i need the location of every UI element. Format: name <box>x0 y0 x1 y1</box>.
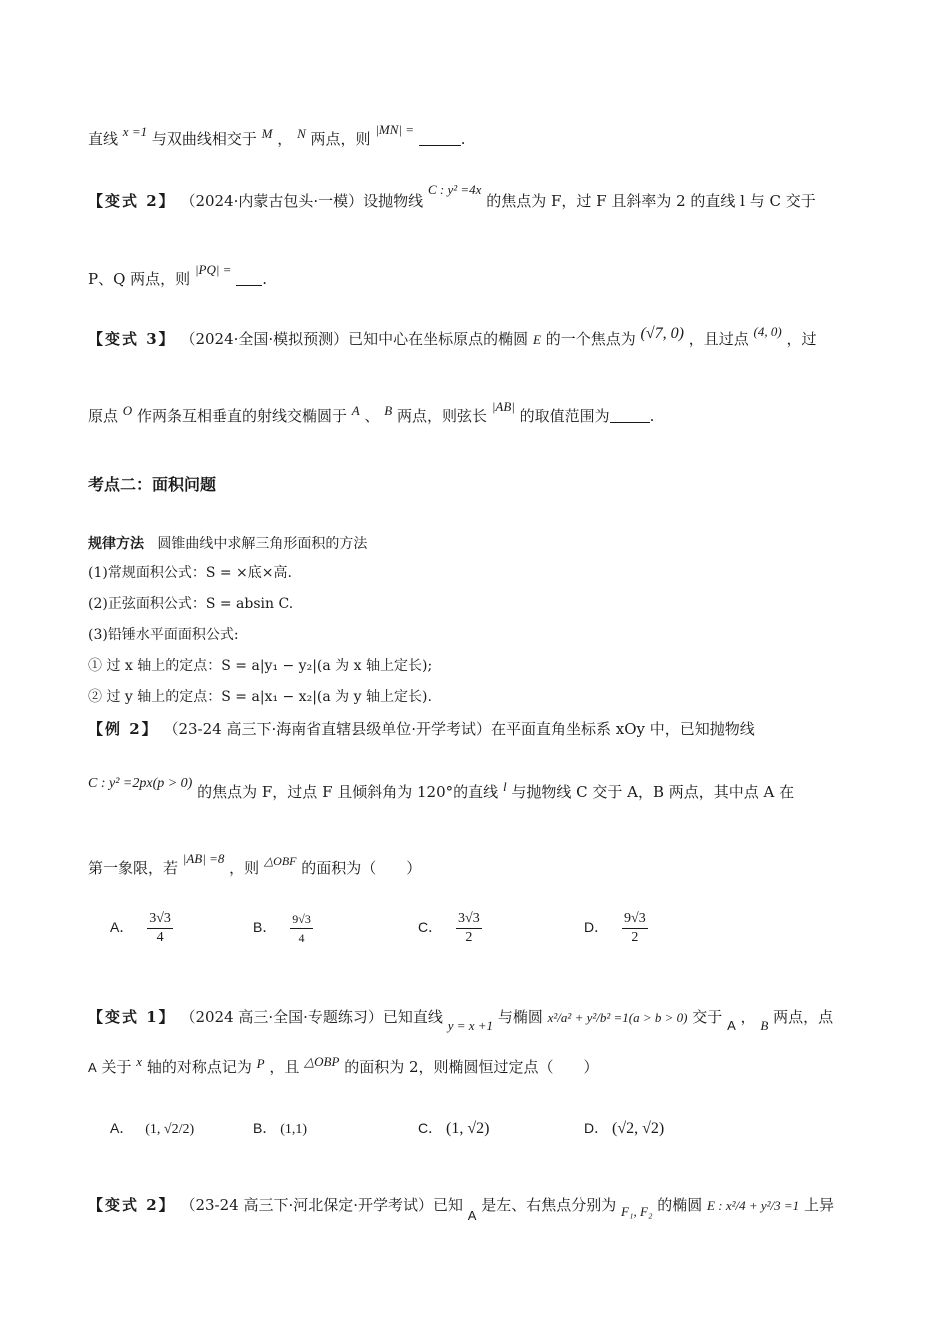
paragraph-line: 直线 x =1 与双曲线相交于 M ， N 两点，则 |MN| = . <box>88 122 466 148</box>
example-tag: 【例 2】 <box>88 720 159 738</box>
fraction: $\frac{9√3}{2}$ <box>624 911 646 945</box>
answer-blank[interactable] <box>419 131 461 146</box>
math-expression: A <box>351 403 360 418</box>
method-item: ② 过 y 轴上的定点：S = a|x₁ − x₂|(a 为 y 轴上定长). <box>88 689 432 705</box>
paragraph-line: A 关于 x 轴的对称点记为 P ，且 △OBP 的面积为 2，则椭圆恒过定点（ ） <box>88 1054 599 1076</box>
math-expression: |MN| = <box>375 122 415 137</box>
math-expression: B <box>384 403 393 418</box>
paragraph-line: 第一象限，若 |AB| =8 ，则 $^{\triangle OBF}$ 的面积为（ ） <box>88 851 422 877</box>
paragraph-line: C : y² =2px(p > 0) 的焦点为 F，过点 F 且倾斜角为 120°的直线 l 与抛物线 C 交于 A，B 两点，其中点 A 在 <box>88 776 795 801</box>
paragraph-line: 原点 O 作两条互相垂直的射线交椭圆于 A 、 B 两点，则弦长 |AB| 的取值范围为 . <box>88 399 655 425</box>
option-b[interactable]: B． $\frac{9√3}{4}$ <box>253 912 311 945</box>
math-expression: C : y² =2px(p > 0) <box>88 776 193 791</box>
math-expression: x²/a² + y²/b² =1(a > b > 0) <box>547 1010 688 1025</box>
option-a[interactable]: A． $\frac{3√3}{4}$ <box>110 911 171 945</box>
paragraph-line: P、Q 两点，则 |PQ| = . <box>88 262 268 288</box>
paragraph-line: 【变式 1】 （2024 高三·全国·专题练习）已知直线 y = x +1 与椭圆 x²/a² + y²/b² =1(a > b > 0) 交于 A ， B 两点，点 <box>88 1008 834 1033</box>
math-expression: y = x +1 <box>447 1018 494 1033</box>
math-expression: E <box>532 332 541 347</box>
section-heading: 考点二：面积问题 <box>88 475 217 494</box>
method-item: (3)铅锤水平面面积公式: <box>88 627 239 643</box>
math-expression: A <box>727 1018 736 1033</box>
exercise-tag: 【变式 2】 <box>88 192 176 210</box>
math-expression: |AB| <box>491 399 515 414</box>
fraction: $\frac{9√3}{4}$ <box>292 912 311 945</box>
answer-blank[interactable] <box>610 408 650 423</box>
method-title: 规律方法 圆锥曲线中求解三角形面积的方法 <box>88 536 368 552</box>
exercise-tag: 【变式 3】 <box>88 330 176 348</box>
math-expression: F₁, F₂ <box>621 1204 653 1219</box>
math-expression: C : y² =4x <box>427 182 482 197</box>
math-expression: M <box>261 126 273 141</box>
math-expression: E : x²/4 + y²/3 =1 <box>707 1198 800 1213</box>
math-expression: x =1 <box>122 124 148 139</box>
method-item: ① 过 x 轴上的定点：S = a|y₁ − y₂|(a 为 x 轴上定长); <box>88 658 433 674</box>
math-expression: △OBF <box>263 854 297 868</box>
math-expression: |AB| =8 <box>182 851 225 866</box>
option-a[interactable]: A． (1, √2/2) <box>110 1120 195 1137</box>
math-expression: (√7, 0) <box>640 325 684 342</box>
paragraph-line: 【变式 2】 （2024·内蒙古包头·一模）设抛物线 C : y² =4x 的焦点为 F，过 F 且斜率为 2 的直线 l 与 C 交于 <box>88 182 816 210</box>
math-expression: |PQ| = <box>194 262 232 277</box>
math-expression: P <box>256 1056 265 1071</box>
answer-blank[interactable] <box>236 271 262 286</box>
option-b[interactable]: B． (1,1) <box>253 1120 308 1137</box>
paragraph-line: 【变式 3】 （2024·全国·模拟预测）已知中心在坐标原点的椭圆 E 的一个焦点为 (√7, 0) ，且过点 (4, 0) ，过 <box>88 324 817 348</box>
math-expression: B <box>760 1018 769 1033</box>
exercise-tag: 【变式 1】 <box>88 1008 176 1026</box>
math-expression: △OBP <box>304 1054 340 1069</box>
option-d[interactable]: D． $\frac{9√3}{2}$ <box>584 911 646 945</box>
math-expression: N <box>297 126 306 141</box>
paragraph-line: 【例 2】 （23-24 高三下·海南省直辖县级单位·开学考试）在平面直角坐标系 xOy 中，已知抛物线 <box>88 720 755 738</box>
method-item: (1)常规面积公式：S = ×底×高. <box>88 565 292 581</box>
fraction: $\frac{3√3}{2}$ <box>458 911 480 945</box>
paragraph-line: 【变式 2】 （23-24 高三下·河北保定·开学考试）已知 A 是左、右焦点分别为 F₁, F₂ 的椭圆 E : x²/4 + y²/3 =1 上异 <box>88 1196 834 1223</box>
option-d[interactable]: D． (√2, √2) <box>584 1120 665 1137</box>
math-expression: (4, 0) <box>753 324 782 339</box>
option-c[interactable]: C． $\frac{3√3}{2}$ <box>418 911 480 945</box>
math-expression: A <box>467 1208 477 1223</box>
math-expression: x <box>136 1054 143 1069</box>
exercise-tag: 【变式 2】 <box>88 1196 176 1214</box>
option-c[interactable]: C． (1, √2) <box>418 1120 490 1137</box>
math-expression: O <box>122 403 133 418</box>
math-expression: l <box>502 779 507 794</box>
fraction: $\frac{3√3}{4}$ <box>149 911 171 945</box>
method-item: (2)正弦面积公式：S = absin C. <box>88 596 294 612</box>
